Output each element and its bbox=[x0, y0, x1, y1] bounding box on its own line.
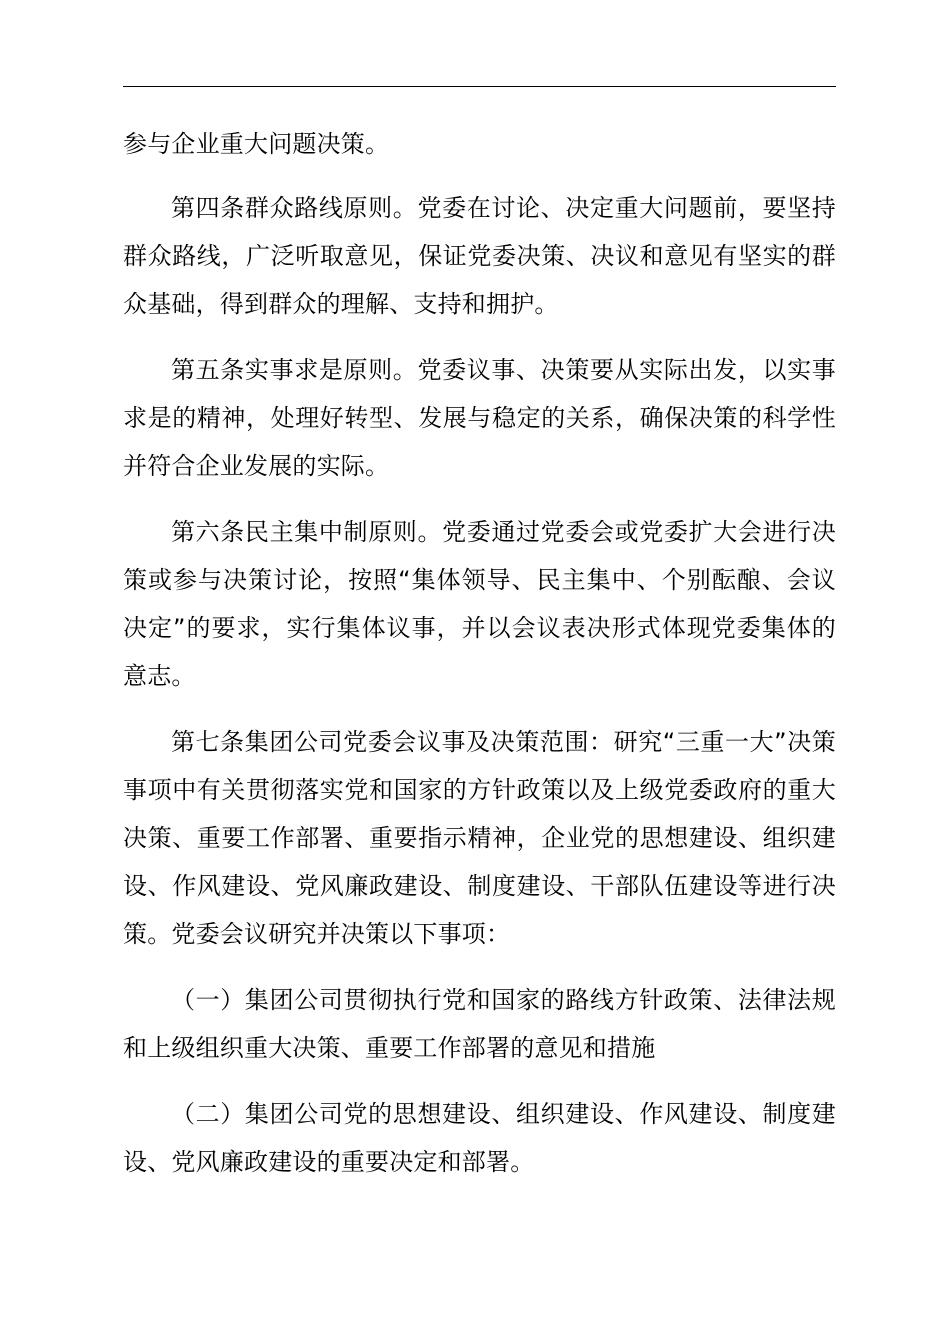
paragraph-item-2: （二）集团公司党的思想建设、组织建设、作风建设、制度建设、党风廉政建设的重要决定和部署。 bbox=[123, 1100, 836, 1176]
paragraph-continuation: 参与企业重大问题决策。 bbox=[123, 130, 390, 158]
paragraph-article-4: 第四条群众路线原则。党委在讨论、决定重大问题前，要坚持群众路线，广泛听取意见，保证党委决策、决议和意见有坚实的群众基础，得到群众的理解、支持和拥护。 bbox=[123, 194, 836, 318]
document-body bbox=[123, 120, 836, 1204]
paragraph-item-1: （一）集团公司贯彻执行党和国家的路线方针政策、法律法规和上级组织重大决策、重要工作部署的意见和措施 bbox=[123, 986, 836, 1062]
paragraph-article-5: 第五条实事求是原则。党委议事、决策要从实际出发，以实事求是的精神，处理好转型、发展与稳定的关系，确保决策的科学性并符合企业发展的实际。 bbox=[123, 356, 836, 480]
paragraph-article-6: 第六条民主集中制原则。党委通过党委会或党委扩大会进行决策或参与决策讨论，按照“集体领导、民主集中、个别酝酿、会议决定”的要求，实行集体议事，并以会议表决形式体现党委集体的意志。 bbox=[123, 518, 836, 690]
paragraph-article-7: 第七条集团公司党委会议事及决策范围：研究“三重一大”决策事项中有关贯彻落实党和国家的方针政策以及上级党委政府的重大决策、重要工作部署、重要指示精神，企业党的思想建设、组织建设、作风建设、党风廉政建设、制度建设、干部队伍建设等进行决策。党委会议研究并决策以下事项： bbox=[123, 728, 836, 948]
header-rule bbox=[123, 86, 836, 87]
